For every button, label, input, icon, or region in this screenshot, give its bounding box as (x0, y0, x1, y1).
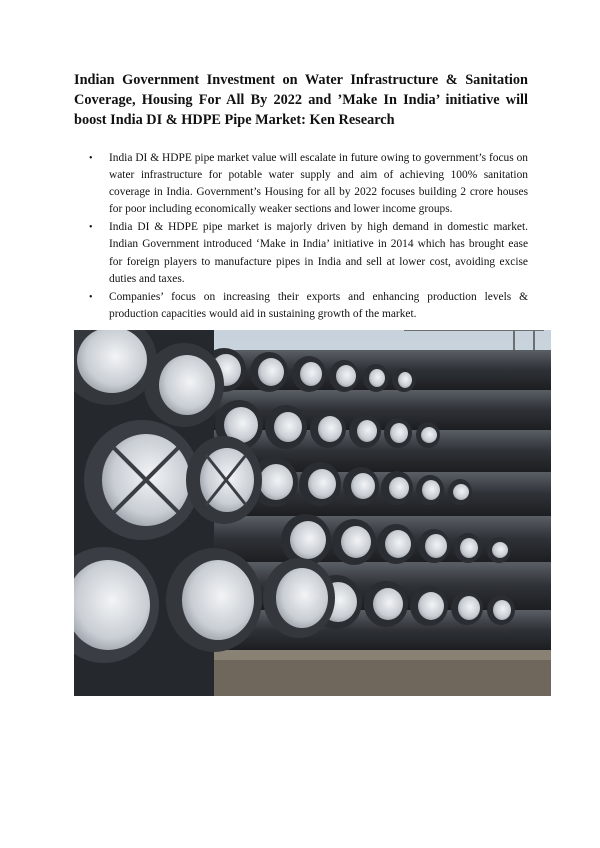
bullet-dot-icon: • (89, 291, 93, 303)
bullet-item (74, 219, 528, 287)
bullet-dot-icon: • (89, 153, 93, 164)
bullet-text: India DI & HDPE pipe market is majorly driven by high demand in domestic market. Indian Government introduced ‘Make in India’ initiative in 2014 which has brought ease for foreign players to manufacture pipes in India and sell at lower cost, avoiding excise duties and taxes. (109, 221, 528, 285)
article-title: Indian Government Investment on Water Infrastructure & Sanitation Coverage, Housing For All By 2022 and ’Make In India’ initiative will boost India DI & HDPE Pipe Market: Ken Research (74, 72, 528, 128)
bullet-item (74, 150, 528, 218)
bullet-list (74, 150, 528, 324)
bullet-item (74, 289, 528, 323)
bullet-text: India DI & HDPE pipe market value will escalate in future owing to government’s focus on water infrastructure for potable water supply and aim of achieving 100% sanitation coverage in India. Government’s Housing for all by 2022 focuses building 2 crore houses for poor including economically weaker sections and lower income groups. (109, 152, 528, 216)
pipes-photo (74, 330, 551, 696)
bullet-text: Companies’ focus on increasing their exports and enhancing production levels & production capacities would aid in sustaining growth of the market. (109, 290, 528, 320)
bullet-dot-icon: • (89, 222, 93, 234)
